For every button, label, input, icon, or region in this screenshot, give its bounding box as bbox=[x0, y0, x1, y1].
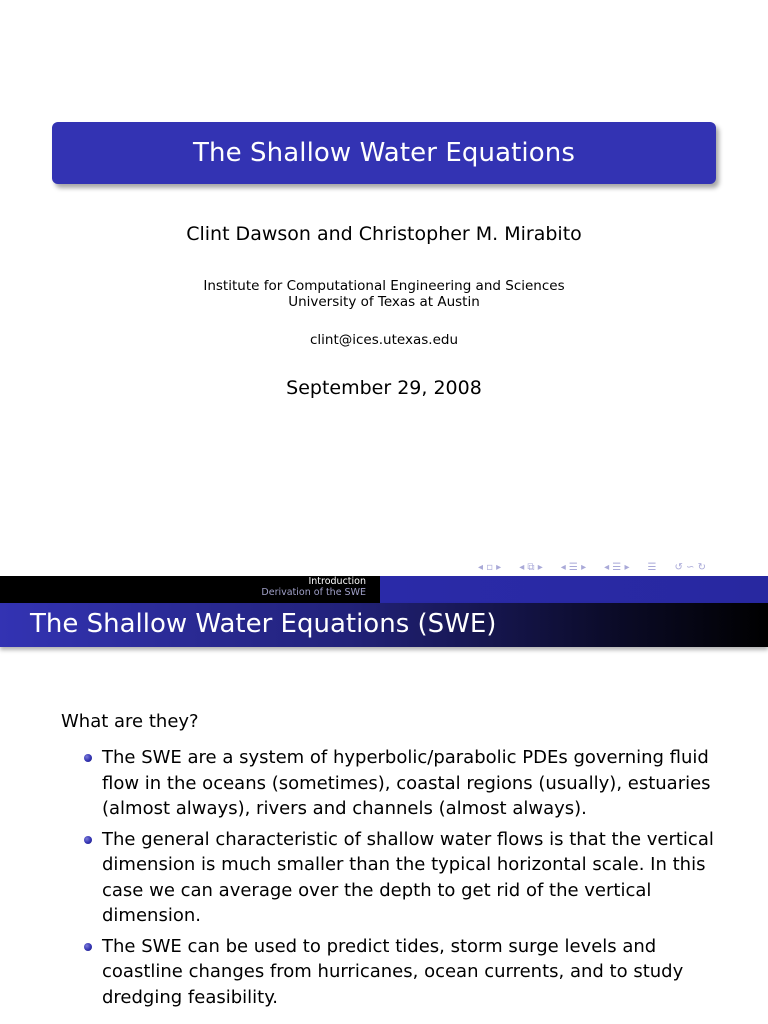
bullet-dot-icon bbox=[84, 836, 92, 844]
nav-document-icon[interactable]: ☰ bbox=[647, 561, 657, 573]
bullet-text: The SWE are a system of hyperbolic/parabolic PDEs governing fluid flow in the oceans (sometimes), coastal regions (usually), estuaries (almost always), rivers and channels (almost always). bbox=[102, 747, 711, 819]
intro-question: What are they? bbox=[61, 711, 199, 732]
bullet-list bbox=[80, 745, 740, 1015]
presentation-date: September 29, 2008 bbox=[286, 377, 482, 399]
author-email: clint@ices.utexas.edu bbox=[309, 332, 458, 348]
title-box bbox=[52, 122, 716, 184]
headline-subsection[interactable]: Derivation of the SWE bbox=[261, 587, 366, 598]
bullet-item bbox=[80, 934, 740, 1011]
frame-title: The Shallow Water Equations (SWE) bbox=[30, 609, 497, 639]
bullet-item bbox=[80, 745, 740, 822]
frame-title-bar bbox=[0, 603, 768, 647]
bullet-text: The general characteristic of shallow water flows is that the vertical dimension is much smaller than the typical horizontal scale. In this case we can average over the depth to get rid of the vertical dimension. bbox=[102, 828, 714, 926]
slide-headline bbox=[0, 576, 768, 603]
headline-sections bbox=[261, 576, 366, 598]
authors: Clint Dawson and Christopher M. Mirabito bbox=[186, 223, 582, 245]
bullet-item bbox=[80, 827, 740, 929]
nav-section-next-icon[interactable]: ◂ ☰ ▸ bbox=[604, 561, 630, 573]
bullet-text: The SWE can be used to predict tides, storm surge levels and coastline changes from hurricanes, ocean currents, and to study dredging feasibility. bbox=[102, 935, 684, 1008]
content-slide bbox=[0, 576, 768, 1024]
institute-line-2: University of Texas at Austin bbox=[288, 294, 480, 310]
bullet-dot-icon bbox=[84, 754, 92, 762]
nav-section-prev-icon[interactable]: ◂ ☰ ▸ bbox=[560, 561, 587, 573]
headline-section[interactable]: Introduction bbox=[308, 576, 366, 587]
nav-subsection-icon[interactable]: ◂ ⧉ ▸ bbox=[519, 561, 543, 573]
institute-line-1: Institute for Computational Engineering and Sciences bbox=[203, 278, 565, 294]
nav-frame-icon[interactable]: ◂ ▫ ▸ bbox=[478, 561, 502, 573]
beamer-navigation-bar bbox=[478, 560, 706, 574]
bullet-dot-icon bbox=[84, 943, 92, 951]
presentation-title: The Shallow Water Equations bbox=[193, 138, 575, 168]
nav-search-icon[interactable]: ↺ ∽ ↻ bbox=[674, 561, 706, 573]
